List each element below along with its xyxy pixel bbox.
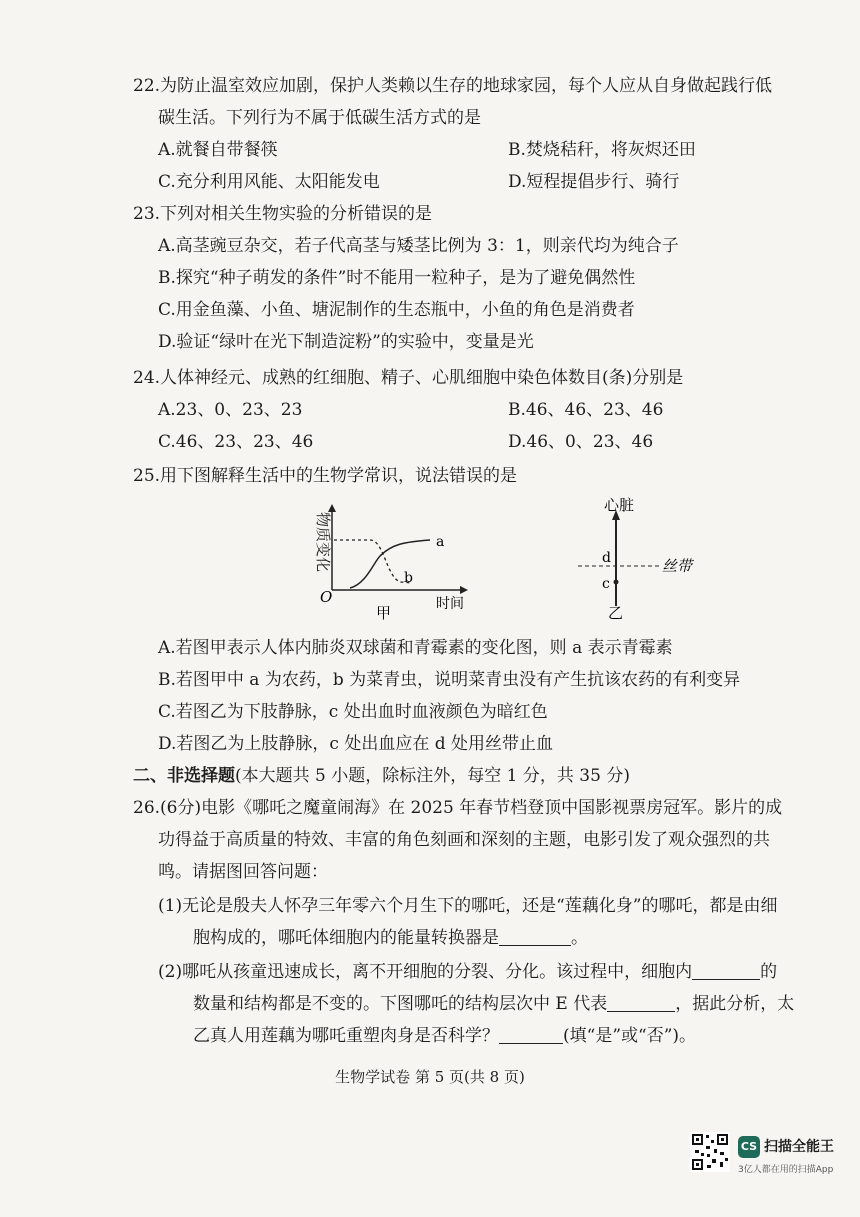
q24-stem: 24.人体神经元、成熟的红细胞、精子、心肌细胞中染色体数目(条)分别是: [133, 368, 684, 388]
q23-option-b: B.探究“种子萌发的条件”时不能用一粒种子，是为了避免偶然性: [158, 268, 636, 288]
figure-jia-origin: O: [320, 588, 333, 606]
q24-option-a: A.23、0、23、23: [158, 400, 303, 420]
answer-blank-unchanged-structure[interactable]: [692, 961, 760, 980]
q25-option-b: B.若图甲中 a 为农药，b 为菜青虫，说明菜青虫没有产生抗该农药的有利变异: [158, 670, 741, 690]
q24-option-d: D.46、0、23、46: [508, 432, 654, 452]
scanner-app-name: 扫描全能王: [764, 1139, 834, 1155]
q26-part2-line3: [193, 1024, 696, 1048]
q22-option-b: B.焚烧秸秆，将灰烬还田: [508, 140, 696, 160]
answer-blank-energy-converter[interactable]: [499, 927, 571, 946]
page-footer: 生物学试卷 第 5 页(共 8 页): [335, 1068, 525, 1086]
figure-yi-caption: 乙: [608, 604, 624, 622]
q26-part1-text: 胞构成的，哪吒体细胞内的能量转换器是: [193, 928, 499, 948]
figure-jia-xlabel: 时间: [436, 596, 464, 612]
q23-option-c: C.用金鱼藻、小鱼、塘泥制作的生态瓶中，小鱼的角色是消费者: [158, 300, 635, 320]
q26-line3: 鸣。请据图回答问题：: [158, 862, 328, 882]
q23-option-d: D.验证“绿叶在光下制造淀粉”的实验中，变量是光: [158, 332, 534, 352]
q23-stem: 23.下列对相关生物实验的分析错误的是: [133, 204, 433, 224]
figure-yi-band-label: 丝带: [662, 557, 693, 575]
figure-jia-label-b: b: [404, 570, 413, 586]
q25-option-d: D.若图乙为上肢静脉，c 处出血应在 d 处用丝带止血: [158, 734, 554, 754]
figure-jia: [300, 496, 480, 626]
scanner-logo-icon: CS: [738, 1136, 760, 1158]
figure-jia-curve-a: [350, 540, 430, 588]
q26-part2-line1: [158, 960, 777, 984]
q24-option-b: B.46、46、23、46: [508, 400, 664, 420]
q26-line1: 26.(6分)电影《哪吒之魔童闹海》在 2025 年春节档登顶中国影视票房冠军。影片的成: [133, 798, 783, 818]
scanner-watermark: [690, 1132, 860, 1202]
figure-jia-curve-b: [334, 540, 412, 583]
q22-stem-line2: 碳生活。下列行为不属于低碳生活方式的是: [158, 108, 481, 128]
q26-part2-text2-end: ，据此分析，太: [675, 994, 795, 1014]
scanner-tagline: 3亿人都在用的扫描App: [738, 1165, 834, 1175]
q26-part1-end: 。: [571, 928, 588, 948]
q26-part2-text1: (2)哪吒从孩童迅速成长，离不开细胞的分裂、分化。该过程中，细胞内: [158, 962, 693, 982]
figure-jia-label-a: a: [436, 534, 445, 550]
figure-yi-heart-label: 心脏: [604, 496, 635, 514]
q26-part2-line2: [193, 992, 794, 1016]
q26-part2-text3: 乙真人用莲藕为哪吒重塑肉身是否科学？: [193, 1026, 499, 1046]
figure-jia-ylabel: 物质变化: [314, 512, 332, 573]
figure-yi-point-c: [614, 580, 619, 585]
q26-part2-text3-end: (填“是”或“否”)。: [563, 1026, 697, 1046]
figure-yi-label-c: c: [602, 576, 610, 592]
figure-yi-label-d: d: [602, 550, 611, 566]
figure-yi: [560, 496, 710, 626]
q26-part1-line2: [193, 926, 588, 950]
q25-option-a: A.若图甲表示人体内肺炎双球菌和青霉素的变化图，则 a 表示青霉素: [158, 638, 673, 658]
section2-title: 二、非选择题: [133, 766, 235, 786]
q22-stem-line1: 22.为防止温室效应加剧，保护人类赖以生存的地球家园，每个人应从自身做起践行低: [133, 76, 773, 96]
answer-blank-e-level[interactable]: [607, 993, 675, 1012]
q25-option-c: C.若图乙为下肢静脉，c 处出血时血液颜色为暗红色: [158, 702, 548, 722]
qr-code-icon: [690, 1132, 730, 1172]
q26-part2-text1-end: 的: [760, 962, 778, 982]
q26-part2-text2: 数量和结构都是不变的。下图哪吒的结构层次中 E 代表: [193, 994, 608, 1014]
section2-note: (本大题共 5 小题，除标注外，每空 1 分，共 35 分): [235, 766, 630, 786]
q25-stem: 25.用下图解释生活中的生物学常识，说法错误的是: [133, 466, 518, 486]
section2-heading: [133, 764, 630, 788]
q24-option-c: C.46、23、23、46: [158, 432, 314, 452]
q22-option-a: A.就餐自带餐筷: [158, 140, 278, 160]
q26-line2: 功得益于高质量的特效、丰富的角色刻画和深刻的主题，电影引发了观众强烈的共: [158, 830, 770, 850]
q22-option-c: C.充分利用风能、太阳能发电: [158, 172, 380, 192]
figure-jia-caption: 甲: [376, 604, 392, 622]
q22-option-d: D.短程提倡步行、骑行: [508, 172, 680, 192]
q23-option-a: A.高茎豌豆杂交，若子代高茎与矮茎比例为 3：1，则亲代均为纯合子: [158, 236, 679, 256]
figure-jia-x-arrow: [460, 586, 468, 594]
figure-jia-y-arrow: [328, 504, 336, 512]
answer-blank-scientific[interactable]: [499, 1025, 563, 1044]
q26-part1-line1: (1)无论是殷夫人怀孕三年零六个月生下的哪吒，还是“莲藕化身”的哪吒，都是由细: [158, 896, 778, 916]
